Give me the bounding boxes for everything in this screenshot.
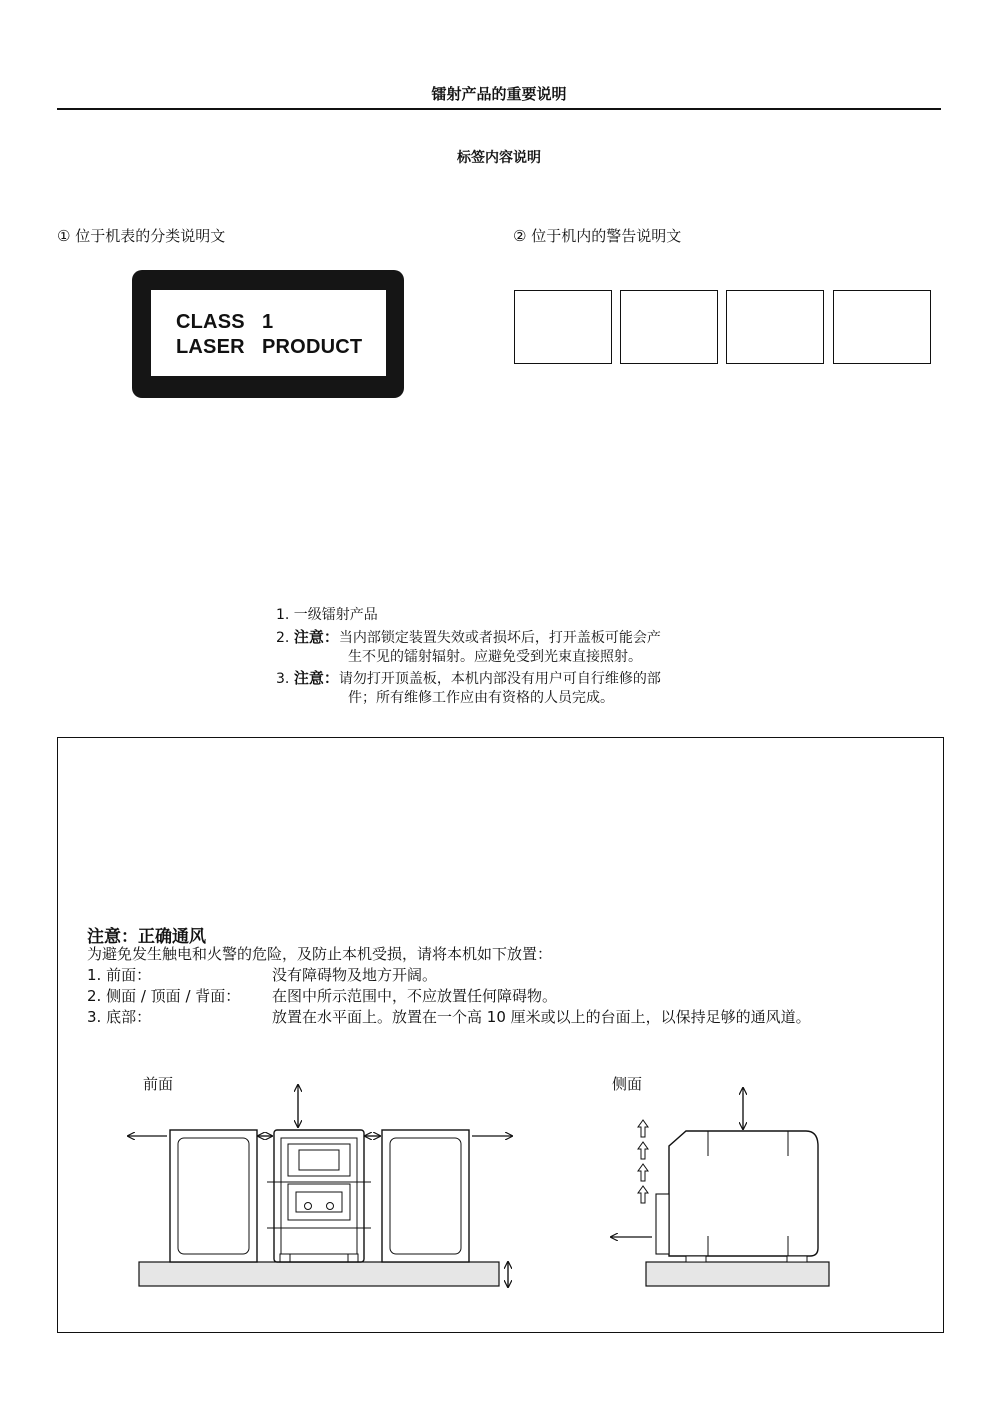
section-subtitle: 标签内容说明	[457, 150, 541, 166]
ventilation-row-sides-text: 在图中所示范围中，不应放置任何障碍物。	[272, 987, 558, 1005]
ventilation-row-bottom-label: 3. 底部：	[87, 1008, 152, 1026]
front-view-diagram	[128, 1085, 512, 1287]
note-item-2-number: 2.	[276, 630, 294, 646]
note-item-2-line2: 生不见的镭射辐射。应避免受到光束直接照射。	[348, 649, 642, 665]
right-speaker	[382, 1130, 469, 1262]
laser-laser-text: LASER	[176, 336, 245, 358]
ventilation-row-sides-label: 2. 侧面 / 顶面 / 背面：	[87, 987, 241, 1005]
unit-side-profile	[669, 1131, 818, 1256]
front-platform	[139, 1262, 499, 1286]
note-item-2-line1: 当内部锁定装置失效或者损坏后，打开盖板可能会产	[338, 630, 661, 646]
ventilation-intro: 为避免发生触电和火警的危险，及防止本机受损，请将本机如下放置：	[87, 945, 553, 963]
ventilation-row-bottom-text: 放置在水平面上。放置在一个高 10 厘米或以上的台面上，以保持足够的通风道。	[272, 1008, 811, 1026]
warning-caption: ② 位于机内的警告说明文	[513, 227, 682, 245]
ventilation-row-front-label: 1. 前面：	[87, 966, 152, 984]
classification-caption: ① 位于机表的分类说明文	[57, 227, 226, 245]
side-view-diagram	[611, 1088, 829, 1286]
note-item-1: 1. 一级镭射产品	[276, 607, 378, 623]
note-item-3-line1: 请勿打开顶盖板，本机内部没有用户可自行维修的部	[338, 671, 661, 687]
airflow-up-arrows	[638, 1120, 648, 1203]
note-item-3-label: 注意：	[293, 669, 339, 687]
main-unit	[267, 1130, 371, 1262]
ventilation-row-front-text: 没有障碍物及地方开阔。	[272, 966, 438, 984]
note-item-3-number: 3.	[276, 671, 294, 687]
left-speaker	[170, 1130, 257, 1262]
note-item-2-label: 注意：	[293, 628, 339, 646]
side-platform	[646, 1262, 829, 1286]
laser-product-text: PRODUCT	[262, 336, 363, 358]
laser-class-number: 1	[262, 311, 274, 333]
ventilation-heading: 注意：正确通风	[87, 927, 206, 947]
page-title: 镭射产品的重要说明	[431, 85, 567, 103]
laser-class-text: CLASS	[176, 311, 245, 333]
front-view-label: 前面	[143, 1075, 174, 1093]
note-item-3-line2: 件；所有维修工作应由有资格的人员完成。	[348, 690, 614, 706]
side-view-label: 侧面	[612, 1075, 643, 1093]
